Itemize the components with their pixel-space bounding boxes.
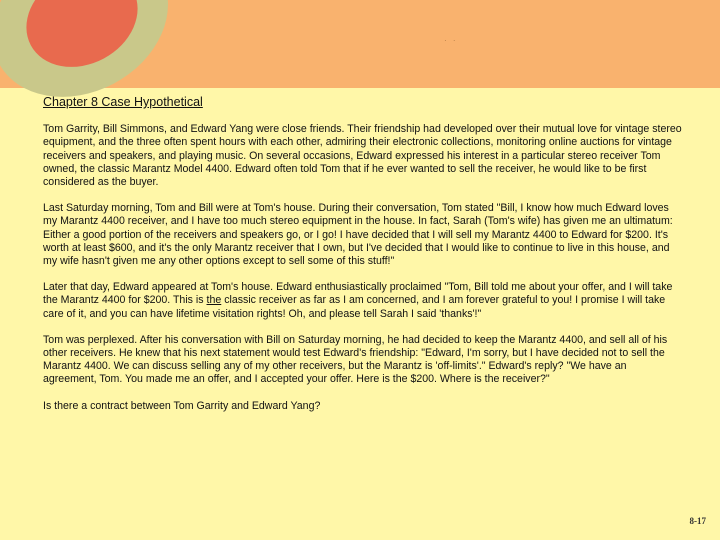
paragraph-4: Tom was perplexed. After his conversation with Bill on Saturday morning, he had decided to keep the Marantz 4400, and sell all of his other receivers. He knew that his next statement would test Edward's friendship: "Edward, I'm sorry, but I have decided not to sell the Marantz 4400. We can discuss selling any of my other receivers, but the Marantz is 'off-limits'." Edward's reply? "We have an agreement, Tom. You made me an offer, and I accepted your offer. Here is the $200. Where is the receiver?" <box>43 333 668 386</box>
question: Is there a contract between Tom Garrity and Edward Yang? <box>43 399 321 412</box>
paragraph-1: Tom Garrity, Bill Simmons, and Edward Yang were close friends. Their friendship had developed over their mutual love for vintage stereo equipment, and the three often spent hours with each other, admiring their electronic collections, monitoring online auctions for vintage receivers and speakers, and playing music. On several occasions, Edward expressed his interest in a particular stereo receiver Tom owned, the classic Marantz Model 4400. Edward often told Tom that if he ever wanted to sell the receiver, he would like to be first considered as the buyer. <box>43 123 682 189</box>
paragraph-3-text-a: Later that day, Edward appeared at Tom's house. Edward enthusiastically proclaimed "Tom, Bill told me about your offer, and I will take the Marantz 4400 for $200. This is <box>43 281 673 307</box>
paragraph-2: Last Saturday morning, Tom and Bill were at Tom's house. During their conversation, Tom stated "Bill, I know how much Edward loves my Marantz 4400 receiver, and I have too much stereo equipment in the house. In fact, Sarah (Tom's wife) has given me an ultimatum: Either a good portion of the receivers and speakers go, or I go! I have decided that I will sell my Marantz 4400 to Edward for $200. It's worth at least $600, and it's the only Marantz receiver that I own, but I've decided that I would like to continue to live in this house, and my wife hasn't given me any other options except to sell some of this stuff!" <box>43 202 673 268</box>
paragraph-3-underlined-word: the <box>206 294 222 307</box>
page-title: Chapter 8 Case Hypothetical <box>43 95 203 109</box>
paragraph-3-text-b: classic receiver as far as I am concerned, and I am forever grateful to you! I promise I will take care of it, and you can have lifetime visitation rights! Oh, and please tell Sarah I said 'thanks'!" <box>43 294 666 320</box>
paragraph-3 <box>43 281 683 321</box>
slide-number: 8-17 <box>689 516 706 526</box>
header-dots: · · <box>444 36 458 45</box>
case-content <box>43 96 683 426</box>
